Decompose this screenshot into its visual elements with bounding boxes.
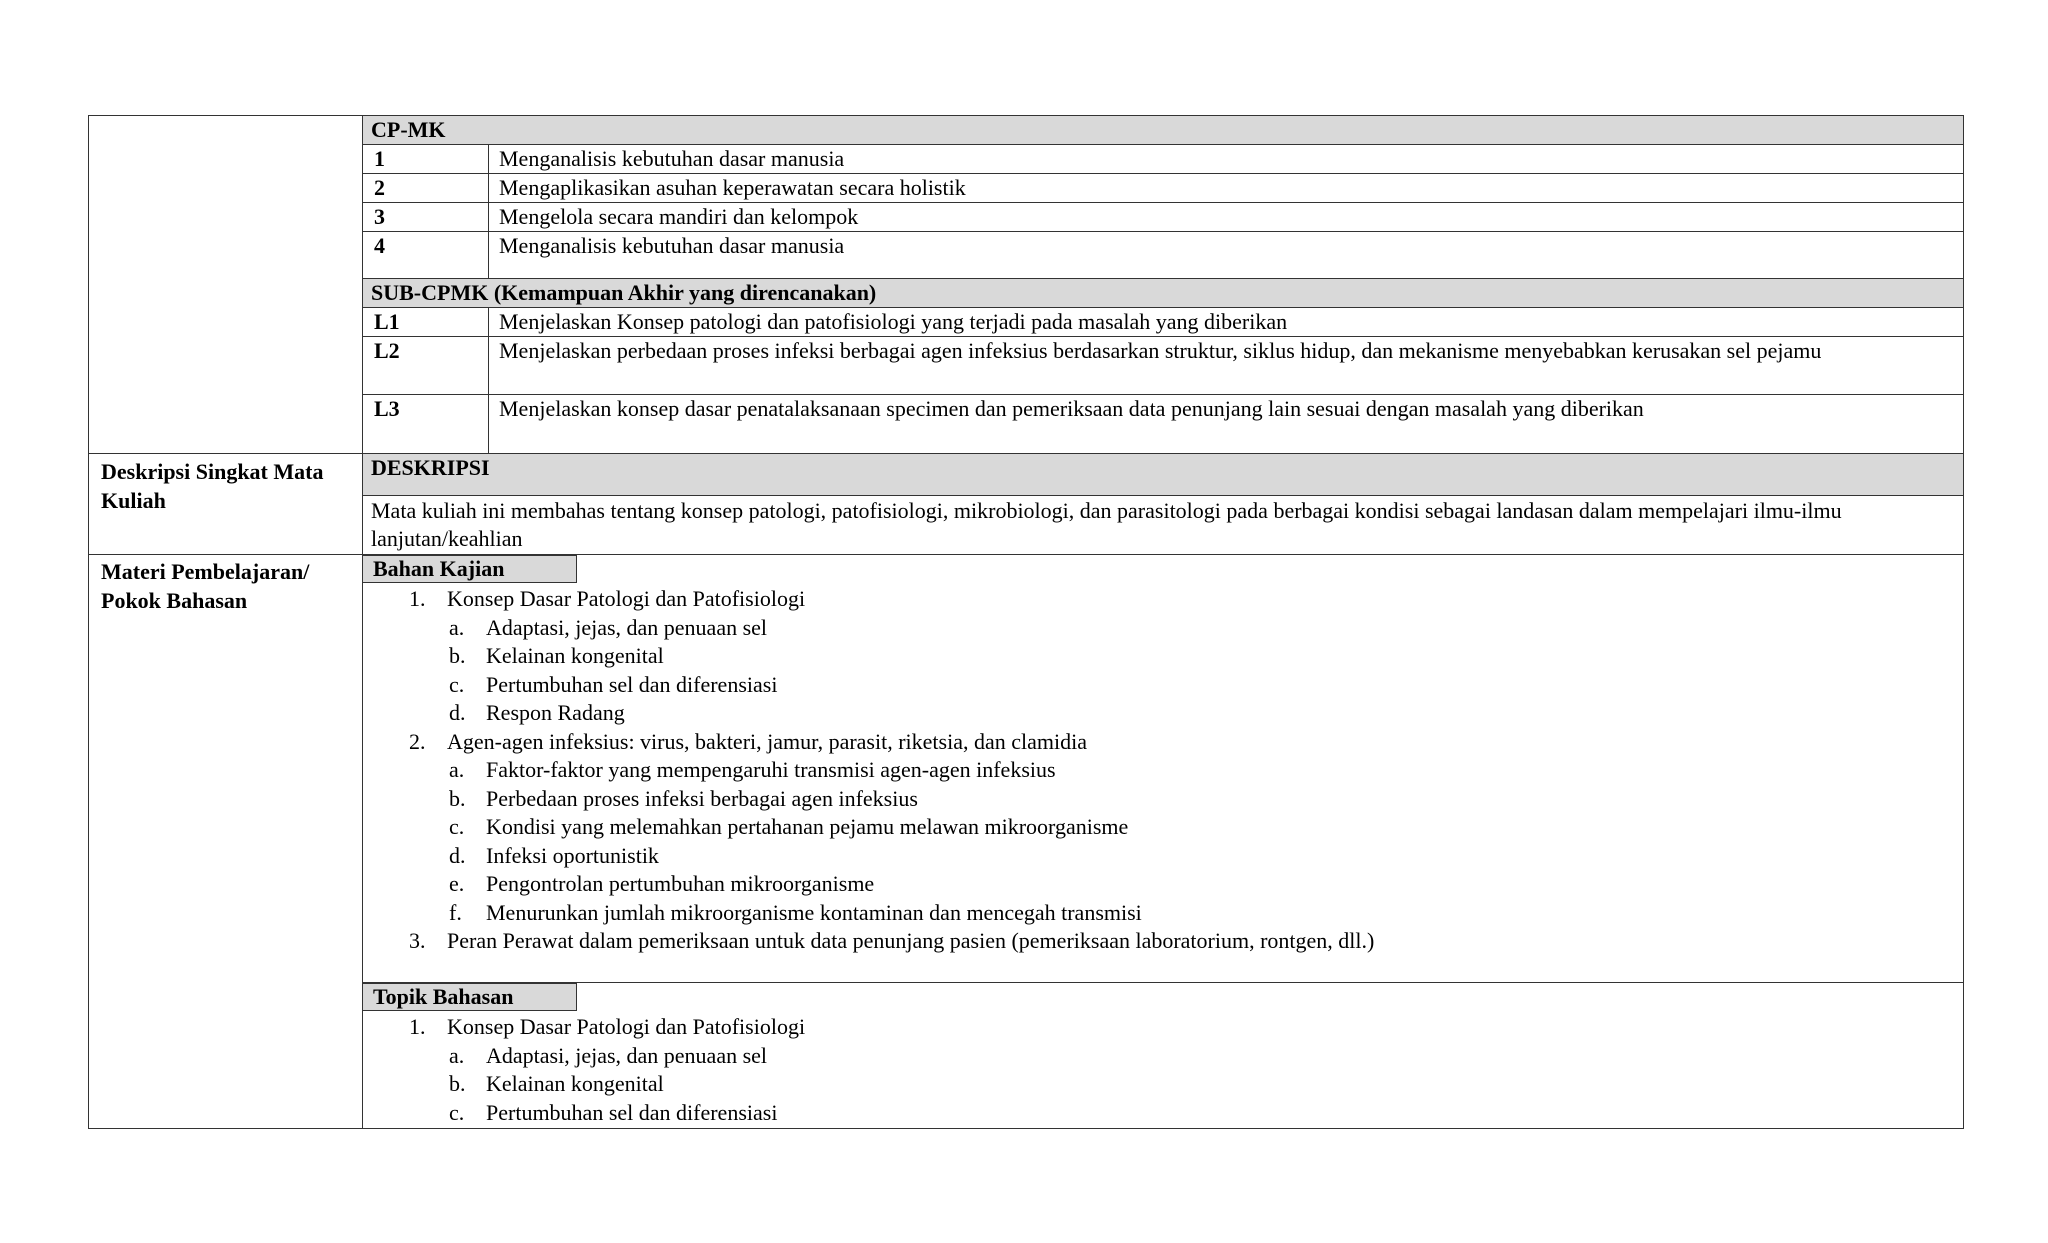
bahan-kajian-list xyxy=(363,585,1963,956)
list-letter: d. xyxy=(449,700,466,725)
list-subitem xyxy=(363,671,1963,700)
subcpmk-row xyxy=(363,395,1963,453)
list-text: Pengontrolan pertumbuhan mikroorganisme xyxy=(486,871,875,896)
list-text: Kondisi yang melemahkan pertahanan pejamu melawan mikroorganisme xyxy=(486,814,1129,839)
subcpmk-row xyxy=(363,308,1963,337)
list-item xyxy=(363,585,1963,614)
subcpmk-code: L1 xyxy=(363,308,489,336)
rps-table xyxy=(88,115,1964,1129)
subcpmk-text: Menjelaskan Konsep patologi dan patofisiologi yang terjadi pada masalah yang diberikan xyxy=(499,309,1288,334)
list-text: Menurunkan jumlah mikroorganisme kontaminan dan mencegah transmisi xyxy=(486,899,1142,925)
list-text: Perbedaan proses infeksi berbagai agen infeksius xyxy=(486,785,918,811)
list-subitem xyxy=(363,813,1963,842)
list-text: Respon Radang xyxy=(486,700,625,725)
subcpmk-code: L2 xyxy=(363,337,489,394)
list-letter: c. xyxy=(449,671,465,697)
cpmk-code: 4 xyxy=(363,232,489,278)
cpmk-code: 1 xyxy=(363,145,489,173)
list-subitem xyxy=(363,899,1963,928)
list-subitem xyxy=(363,1099,1963,1128)
list-letter: b. xyxy=(449,643,466,668)
list-letter: f. xyxy=(449,899,462,925)
cpmk-text: Menganalisis kebutuhan dasar manusia xyxy=(499,146,845,171)
deskripsi-header: DESKRIPSI xyxy=(363,454,1963,496)
list-letter: c. xyxy=(449,814,465,839)
list-subitem xyxy=(363,699,1963,728)
list-letter: d. xyxy=(449,842,466,868)
list-number: 2. xyxy=(409,728,426,754)
list-text: Adaptasi, jejas, dan penuaan sel xyxy=(486,1042,768,1068)
subcpmk-text: Menjelaskan perbedaan proses infeksi berbagai agen infeksius berdasarkan struktur, siklus hidup, dan mekanisme menyebabkan kerusakan sel pejamu xyxy=(499,338,1822,363)
list-number: 1. xyxy=(409,1014,426,1039)
subcpmk-row xyxy=(363,337,1963,395)
subsection-divider xyxy=(363,982,1963,983)
list-item xyxy=(363,1013,1963,1042)
list-number: 1. xyxy=(409,586,426,611)
bahan-kajian-header: Bahan Kajian xyxy=(363,555,577,583)
list-subitem xyxy=(363,642,1963,671)
subcpmk-header: SUB-CPMK (Kemampuan Akhir yang direncanakan) xyxy=(363,279,1963,308)
list-letter: a. xyxy=(449,757,465,782)
list-letter: a. xyxy=(449,1042,465,1068)
cpmk-text: Mengelola secara mandiri dan kelompok xyxy=(499,204,859,229)
list-letter: e. xyxy=(449,871,465,896)
cpmk-row xyxy=(363,145,1963,174)
cpmk-code: 3 xyxy=(363,203,489,231)
cpmk-row xyxy=(363,232,1963,279)
cpmk-text: Mengaplikasikan asuhan keperawatan secara holistik xyxy=(499,175,966,200)
list-subitem xyxy=(363,614,1963,643)
list-subitem xyxy=(363,1070,1963,1099)
materi-label: Materi Pembelajaran/ Pokok Bahasan xyxy=(101,559,310,613)
list-item xyxy=(363,927,1963,956)
list-subitem xyxy=(363,756,1963,785)
list-letter: b. xyxy=(449,1071,466,1096)
cpmk-text: Menganalisis kebutuhan dasar manusia xyxy=(499,233,845,258)
list-subitem xyxy=(363,1042,1963,1071)
cpmk-row xyxy=(363,174,1963,203)
list-letter: b. xyxy=(449,785,466,811)
list-number: 3. xyxy=(409,928,426,953)
list-text: Kelainan kongenital xyxy=(486,1071,664,1096)
list-text: Pertumbuhan sel dan diferensiasi xyxy=(486,1099,778,1125)
list-text: Konsep Dasar Patologi dan Patofisiologi xyxy=(447,1014,806,1039)
list-letter: a. xyxy=(449,614,465,640)
list-text: Faktor-faktor yang mempengaruhi transmisi agen-agen infeksius xyxy=(486,757,1056,782)
list-subitem xyxy=(363,842,1963,871)
subcpmk-code: L3 xyxy=(363,395,489,453)
subcpmk-text: Menjelaskan konsep dasar penatalaksanaan specimen dan pemeriksaan data penunjang lain sesuai dengan masalah yang diberikan xyxy=(499,396,1644,421)
cpmk-header: CP-MK xyxy=(363,116,1963,145)
cpmk-row xyxy=(363,203,1963,232)
topik-bahasan-header: Topik Bahasan xyxy=(363,983,577,1011)
list-text: Peran Perawat dalam pemeriksaan untuk data penunjang pasien (pemeriksaan laboratorium, rontgen, dll.) xyxy=(447,928,1375,953)
list-text: Konsep Dasar Patologi dan Patofisiologi xyxy=(447,586,806,611)
deskripsi-label: Deskripsi Singkat Mata Kuliah xyxy=(101,459,324,513)
topik-bahasan-list xyxy=(363,1013,1963,1127)
list-subitem xyxy=(363,870,1963,899)
cpmk-code: 2 xyxy=(363,174,489,202)
list-letter: c. xyxy=(449,1099,465,1125)
list-text: Pertumbuhan sel dan diferensiasi xyxy=(486,671,778,697)
list-text: Agen-agen infeksius: virus, bakteri, jamur, parasit, riketsia, dan clamidia xyxy=(447,728,1087,754)
list-text: Infeksi oportunistik xyxy=(486,842,659,868)
list-text: Adaptasi, jejas, dan penuaan sel xyxy=(486,614,768,640)
list-text: Kelainan kongenital xyxy=(486,643,664,668)
deskripsi-text: Mata kuliah ini membahas tentang konsep patologi, patofisiologi, mikrobiologi, dan parasitologi pada berbagai kondisi sebagai landasan dalam mempelajari ilmu-ilmu lanjutan/keahlian xyxy=(371,498,1842,551)
list-subitem xyxy=(363,785,1963,814)
list-item xyxy=(363,728,1963,757)
